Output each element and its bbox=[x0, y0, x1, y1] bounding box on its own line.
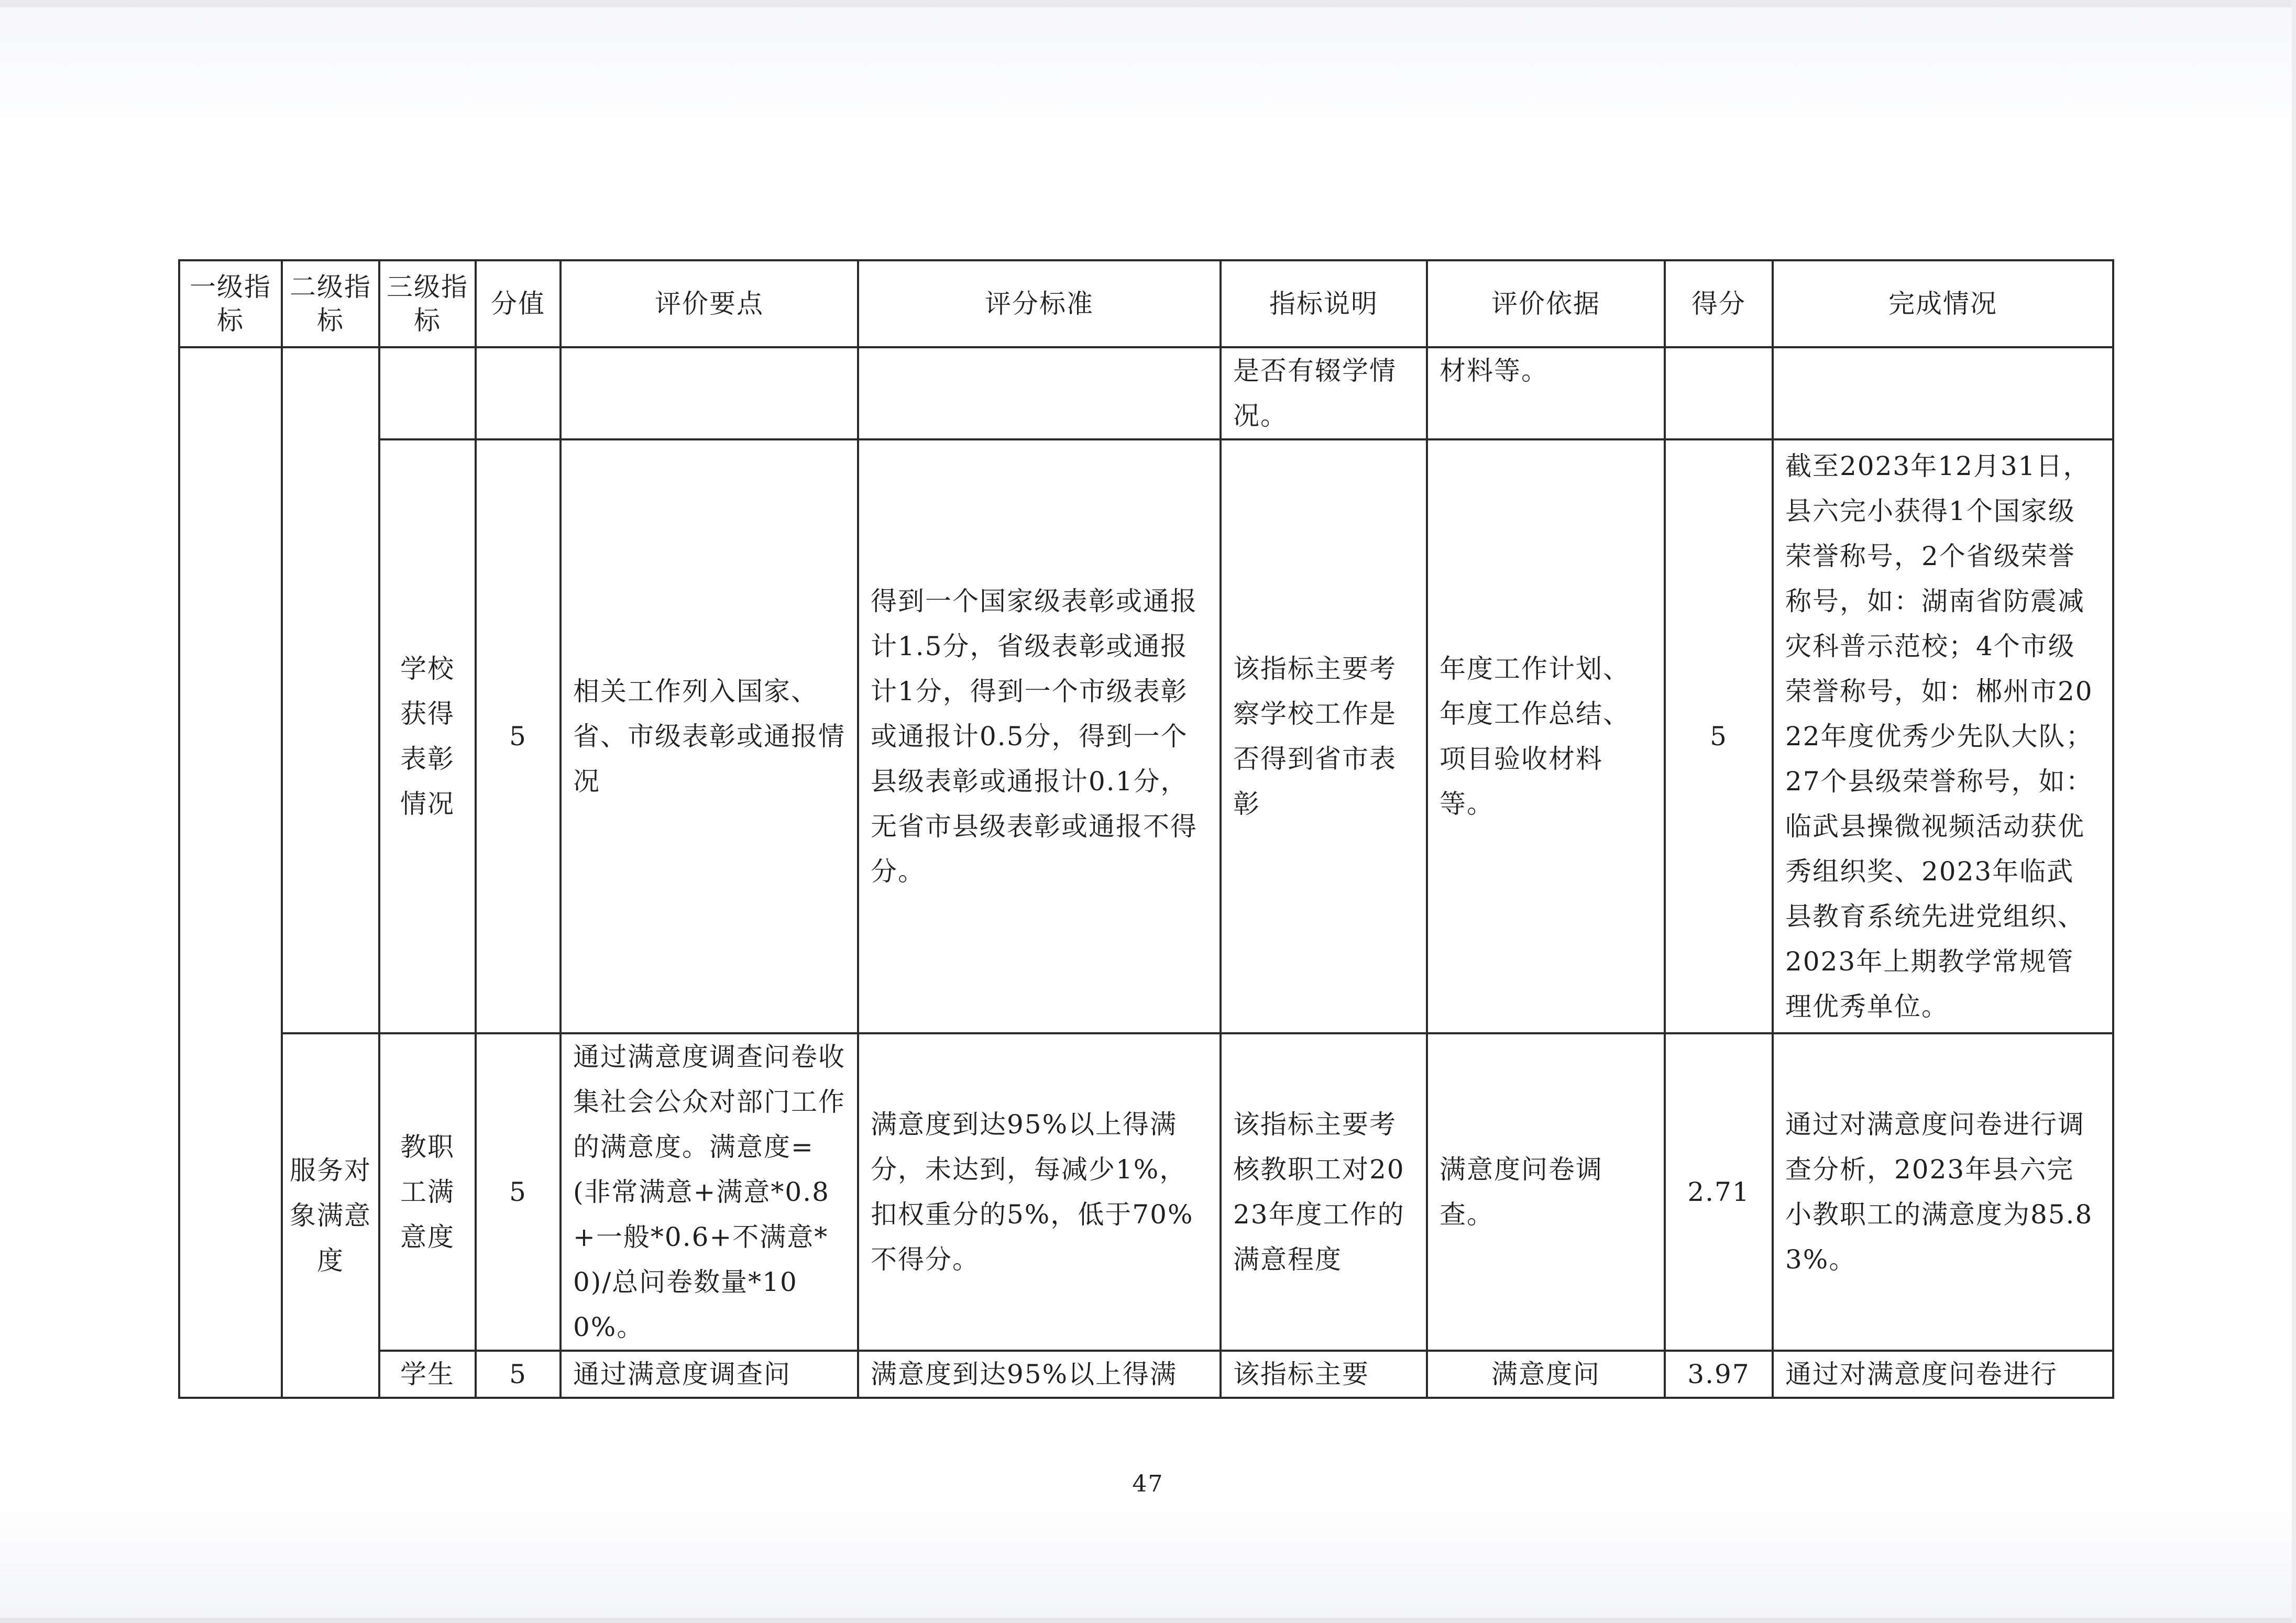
score-honors: 5 bbox=[1665, 439, 1773, 1033]
header-level2: 二级指标 bbox=[282, 260, 379, 347]
completion-cell-continued bbox=[1773, 347, 2113, 439]
points-staff: 5 bbox=[476, 1033, 561, 1351]
level3-student: 学生 bbox=[379, 1351, 476, 1398]
evaluation-table-container bbox=[178, 259, 2114, 1399]
table-row-staff-satisfaction bbox=[179, 1033, 2113, 1351]
header-row bbox=[179, 260, 2113, 347]
header-level1: 一级指标 bbox=[179, 260, 282, 347]
basis-student: 满意度问 bbox=[1427, 1351, 1665, 1398]
key-points-student: 通过满意度调查问 bbox=[561, 1351, 858, 1398]
basis-cell-continued: 材料等。 bbox=[1427, 347, 1665, 439]
header-explanation: 指标说明 bbox=[1221, 260, 1427, 347]
criteria-staff: 满意度到达95%以上得满分，未达到，每减少1%，扣权重分的5%，低于70%不得分。 bbox=[858, 1033, 1221, 1351]
scan-right-edge bbox=[2292, 0, 2296, 1623]
level1-cell bbox=[179, 347, 282, 1398]
points-honors: 5 bbox=[476, 439, 561, 1033]
basis-staff: 满意度问卷调查。 bbox=[1427, 1033, 1665, 1351]
explanation-staff: 该指标主要考核教职工对2023年度工作的满意程度 bbox=[1221, 1033, 1427, 1351]
level3-honors: 学校获得表彰情况 bbox=[379, 439, 476, 1033]
header-completion: 完成情况 bbox=[1773, 260, 2113, 347]
header-criteria: 评分标准 bbox=[858, 260, 1221, 347]
page-number: 47 bbox=[1132, 1471, 1164, 1497]
level3-cell-continued bbox=[379, 347, 476, 439]
key-points-cell-continued bbox=[561, 347, 858, 439]
header-key-points: 评价要点 bbox=[561, 260, 858, 347]
key-points-honors: 相关工作列入国家、省、市级表彰或通报情况 bbox=[561, 439, 858, 1033]
header-points: 分值 bbox=[476, 260, 561, 347]
header-level3: 三级指标 bbox=[379, 260, 476, 347]
explanation-student: 该指标主要 bbox=[1221, 1351, 1427, 1398]
criteria-honors: 得到一个国家级表彰或通报计1.5分，省级表彰或通报计1分，得到一个市级表彰或通报计0.5分，得到一个县级表彰或通报计0.1分，无省市县级表彰或通报不得分。 bbox=[858, 439, 1221, 1033]
explanation-cell-continued: 是否有辍学情况。 bbox=[1221, 347, 1427, 439]
level2-satisfaction: 服务对象满意度 bbox=[282, 1033, 379, 1398]
header-score: 得分 bbox=[1665, 260, 1773, 347]
explanation-honors: 该指标主要考察学校工作是否得到省市表彰 bbox=[1221, 439, 1427, 1033]
score-student: 3.97 bbox=[1665, 1351, 1773, 1398]
header-basis: 评价依据 bbox=[1427, 260, 1665, 347]
scan-bottom-edge bbox=[0, 1618, 2296, 1623]
points-student: 5 bbox=[476, 1351, 561, 1398]
evaluation-table bbox=[178, 259, 2114, 1399]
score-staff: 2.71 bbox=[1665, 1033, 1773, 1351]
completion-staff: 通过对满意度问卷进行调查分析，2023年县六完小教职工的满意度为85.83%。 bbox=[1773, 1033, 2113, 1351]
criteria-student: 满意度到达95%以上得满 bbox=[858, 1351, 1221, 1398]
table-row-honors bbox=[179, 439, 2113, 1033]
points-cell-continued bbox=[476, 347, 561, 439]
table-row-continued bbox=[179, 347, 2113, 439]
table-row-student-satisfaction bbox=[179, 1351, 2113, 1398]
level3-staff: 教职工满意度 bbox=[379, 1033, 476, 1351]
basis-honors: 年度工作计划、年度工作总结、项目验收材料等。 bbox=[1427, 439, 1665, 1033]
criteria-cell-continued bbox=[858, 347, 1221, 439]
key-points-staff: 通过满意度调查问卷收集社会公众对部门工作的满意度。满意度=(非常满意+满意*0.8+一般*0.6+不满意*0)/总问卷数量*100%。 bbox=[561, 1033, 858, 1351]
completion-honors: 截至2023年12月31日，县六完小获得1个国家级荣誉称号，2个省级荣誉称号，如：湖南省防震减灾科普示范校；4个市级荣誉称号，如：郴州市2022年度优秀少先队大队；27个县级荣誉称号，如：临武县操微视频活动获优秀组织奖、2023年临武县教育系统先进党组织、2023年上期教学常规管理优秀单位。 bbox=[1773, 439, 2113, 1033]
scan-top-edge bbox=[0, 0, 2296, 7]
level2-cell-blank bbox=[282, 347, 379, 1033]
completion-student: 通过对满意度问卷进行 bbox=[1773, 1351, 2113, 1398]
score-cell-continued bbox=[1665, 347, 1773, 439]
